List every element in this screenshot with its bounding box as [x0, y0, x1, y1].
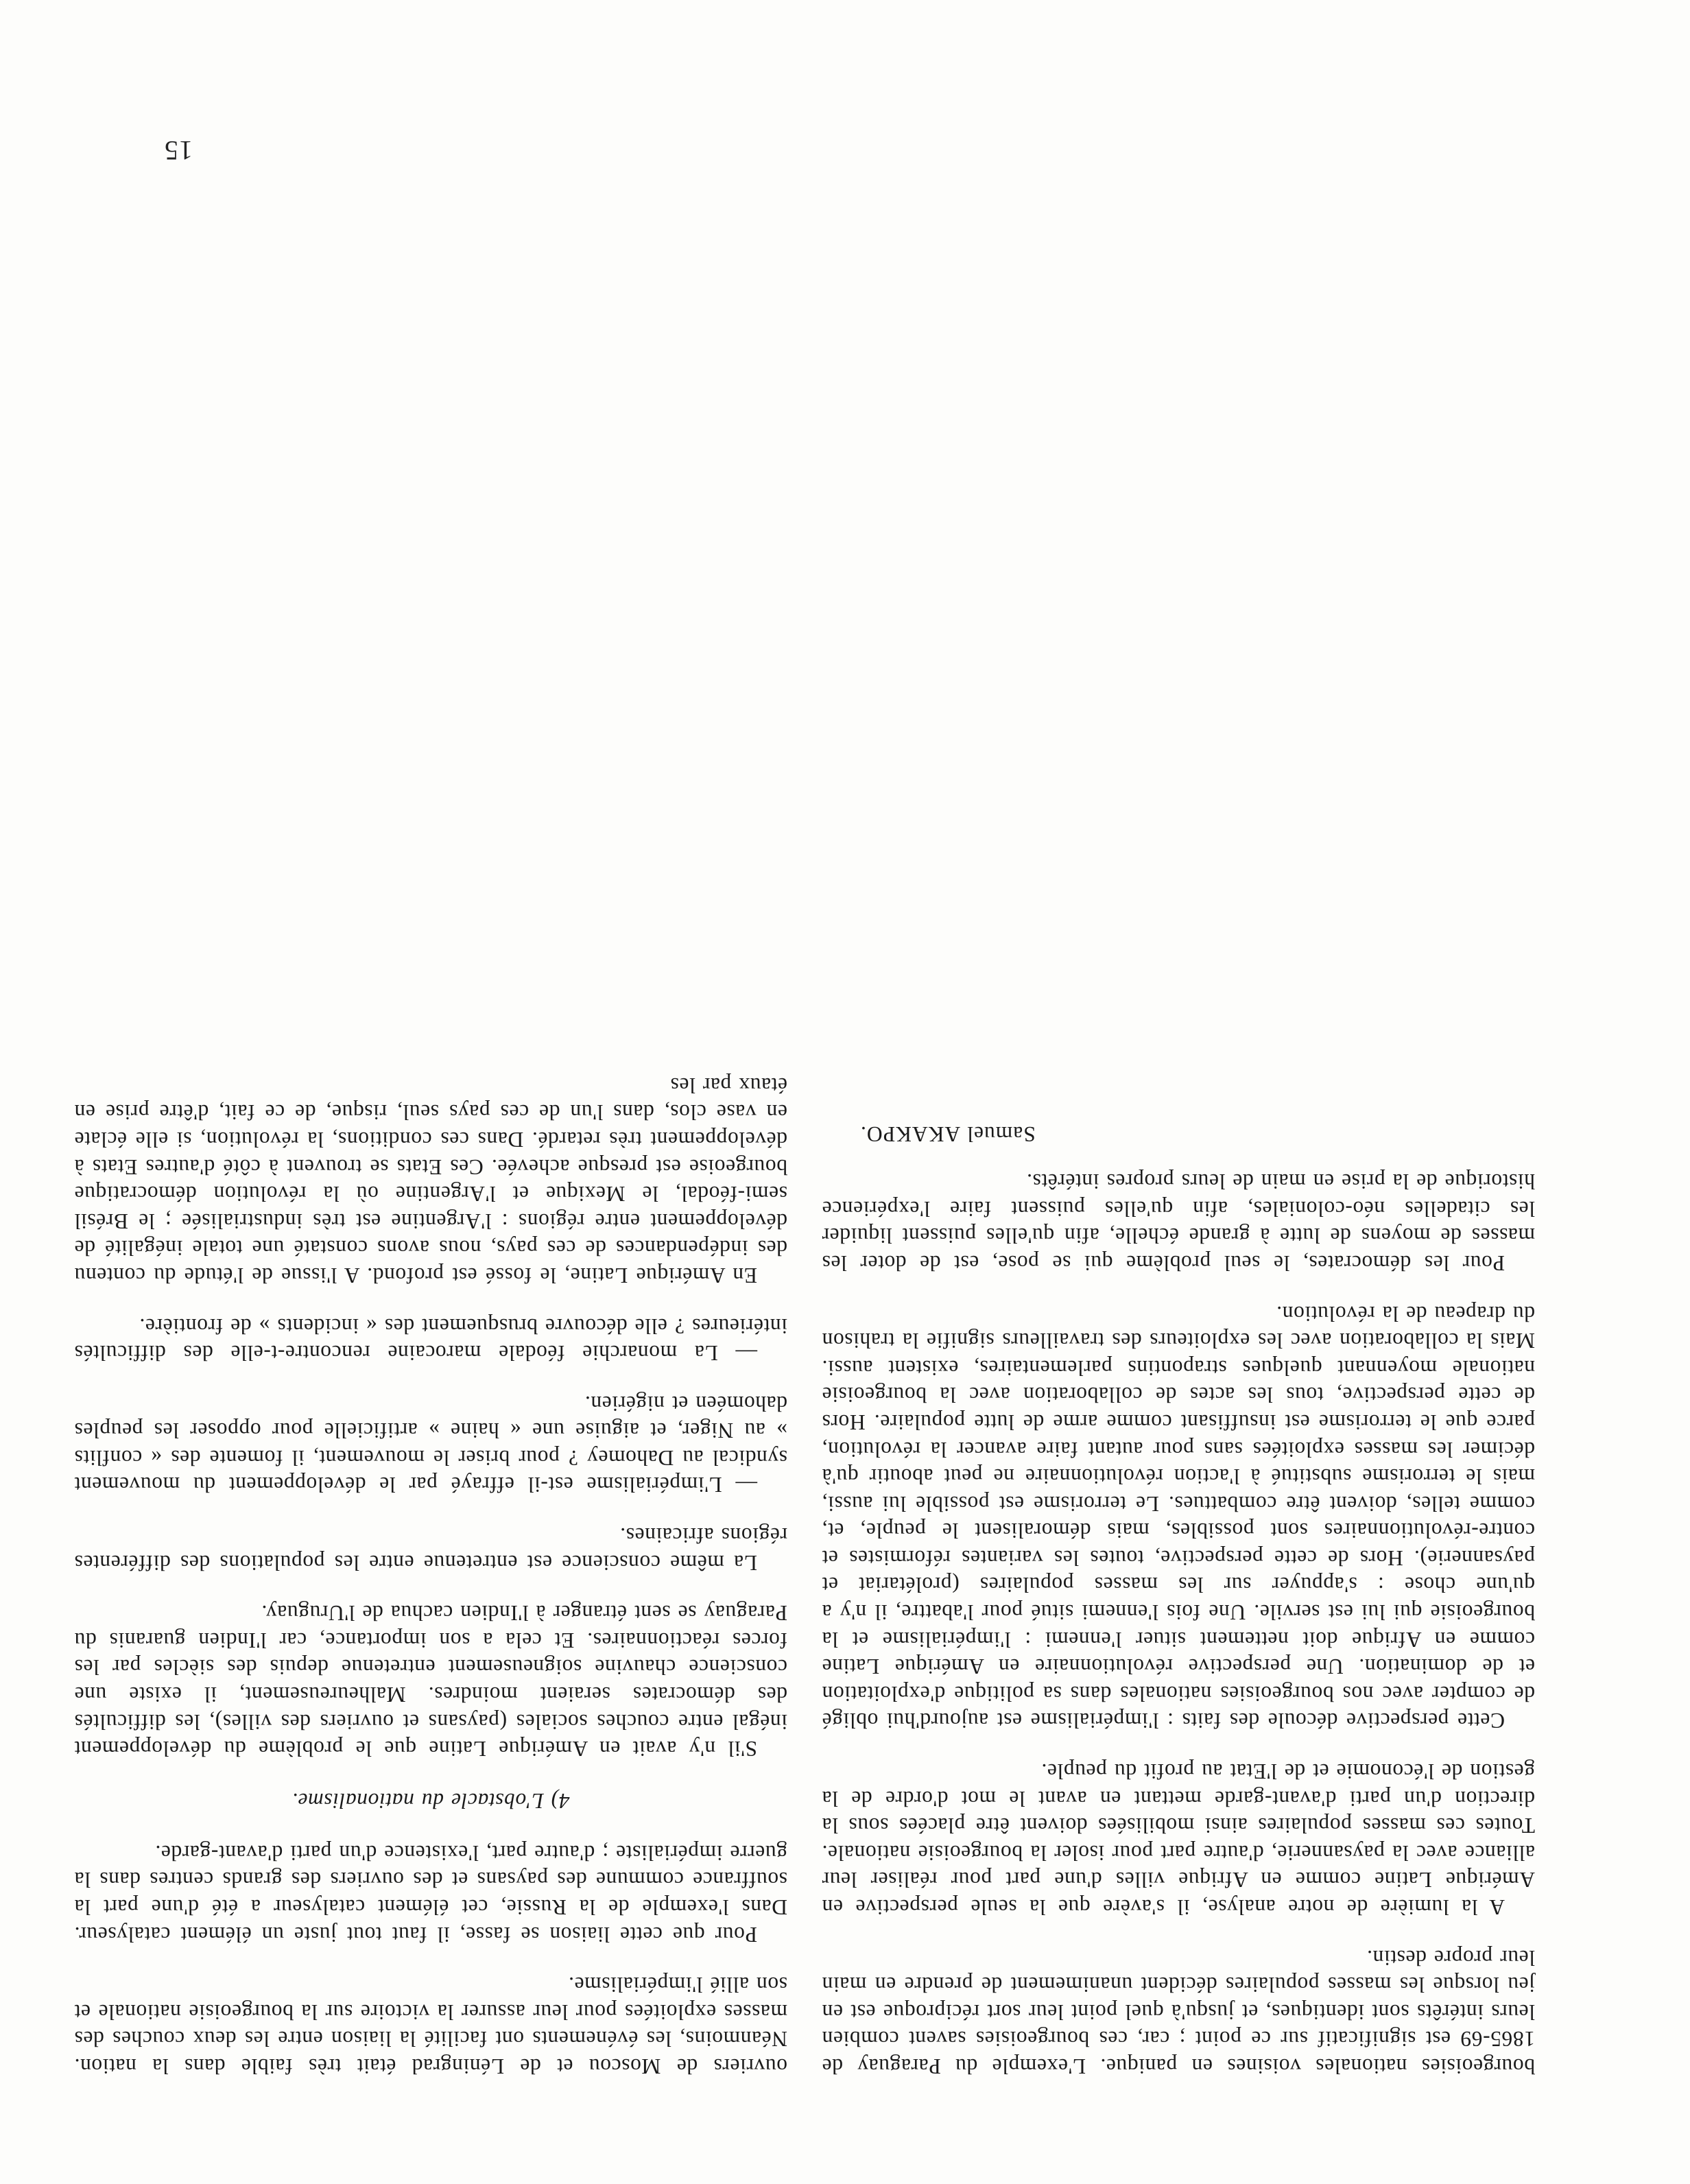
paragraph: ouvriers de Moscou et de Léningrad était très faible dans la nation. Néanmoins, les événements ont facilité la liaison entre les deux couches des masses exploitées pour leur assurer la victoire sur la bourgeoisie nationale et son allié l'impérialisme. [74, 1973, 787, 2078]
paragraph: En Amérique Latine, le fossé est profond. A l'issue de l'étude du contenu des indépendances de ces pays, nous avons constaté une totale inégalité de développement entre régions : l'Argentine est très industrialisée ; le Brésil semi-féodal, le Mexique et l'Argentine où la révolution démocratique bourgeoise est presque achevée. Ces Etats se trouvent à côté d'autres Etats à développement très retardé. Dans ces conditions, la révolution, si elle éclate en vase clos, dans l'un de ces pays seul, risque, de ce fait, d'être prise en étaux par les [74, 1073, 787, 1287]
left-column [822, 1120, 1535, 2080]
paragraph: La même conscience est entretenue entre les populations des différentes régions africaines. [74, 1523, 787, 1575]
right-column [74, 1071, 787, 2080]
paragraph: — L'impérialisme est-il effrayé par le développement du mouvement syndical au Dahomey ? pour briser le mouvement, il fomente des « conflits » au Niger, et aiguise une « haine » artificielle pour opposer les peuples dahoméen et nigérien. [74, 1391, 787, 1497]
paragraph: Cette perspective découle des faits : l'impérialisme est aujourd'hui obligé de compter avec nos bourgeoisies nationales dans sa politique d'exploitation et de domination. Une perspective révolutionnaire en Amérique Latine comme en Afrique doit nettement situer l'ennemi : l'impérialisme et la bourgeoisie qui lui est servile. Une fois l'ennemi situé pour l'abattre, il n'y a qu'une chose : s'appuyer sur les masses populaires (prolétariat et paysannerie). Hors de cette perspective, toutes les variantes réformistes et contre-révolutionnaires sont possibles, mais démoralisent le peuple, et, comme telles, doivent être combattues. Le terrorisme est possible lui aussi, mais le terrorisme substitué à l'action révolutionnaire ne peut aboutir qu'à décimer les masses exploitées sans pour autant faire avancer la révolution, parce que le terrorisme est insuffisant comme arme de lutte populaire. Hors de cette perspective, tous les actes de collaboration avec la bourgeoisie nationale moyennant quelques strapontins parlementaires, existent aussi. Mais la collaboration avec les exploiteurs des travailleurs signifie la trahison du drapeau de la révolution. [822, 1301, 1535, 1733]
paragraph: Pour les démocrates, le seul problème qui se pose, est de doter les masses de moyens de lutte à grande échelle, afin qu'elles puissent liquider les citadelles néo-coloniales, afin qu'elles puissent faire l'expérience historique de la prise en main de leurs propres intérêts. [822, 1170, 1535, 1275]
page-number: 15 [164, 135, 193, 166]
paragraph: — La monarchie féodale marocaine rencontre-t-elle des difficultés intérieures ? elle découvre brusquement des « incidents » de frontière. [74, 1314, 787, 1366]
author-signature: Samuel AKAKPO. [860, 1121, 1036, 1146]
paragraph: bourgeoisies nationales voisines en panique. L'exemple du Paraguay de 1865-69 est significatif sur ce point ; car, ces bourgeoisies savent combien leurs intérêts sont identiques, et jusqu'à quel point leur sort réciproque est en jeu lorsque les masses populaires décident unanimement de prendre en main leur propre destin. [822, 1945, 1535, 2078]
paragraph: A la lumière de notre analyse, il s'avère que la seule perspective en Amérique Latine comme en Afrique villes d'une part pour réaliser leur alliance avec la paysannerie, d'autre part pour isoler la bourgeoisie nationale. Toutes ces masses populaires ainsi mobilisées doivent être placées sous la direction d'un parti d'avant-garde mettant en avant le mot d'ordre de la gestion de l'économie et de l'Etat au profit du peuple. [822, 1759, 1535, 1920]
paragraph: S'il n'y avait en Amérique Latine que le problème du développement inégal entre couches sociales (paysans et ouvriers des villes), les difficultés des démocrates seraient moindres. Malheureusement, il existe une conscience chauvine soigneusement entretenue depuis des siècles par les forces réactionnaires. Et cela a son importance, car l'Indien guaranis du Paraguay se sent étranger à l'Indien cachua de l'Uruguay. [74, 1601, 787, 1761]
section-heading: 4) L'obstacle du nationalisme. [291, 1789, 570, 1814]
paragraph: Pour que cette liaison se fasse, il faut tout juste un élément catalyseur. Dans l'exemple de la Russie, cet élément catalyseur a été d'une part la souffrance commune des paysans et des ouvriers des grands centres dans la guerre impérialiste ; d'autre part, l'existence d'un parti d'avant-garde. [74, 1840, 787, 1947]
